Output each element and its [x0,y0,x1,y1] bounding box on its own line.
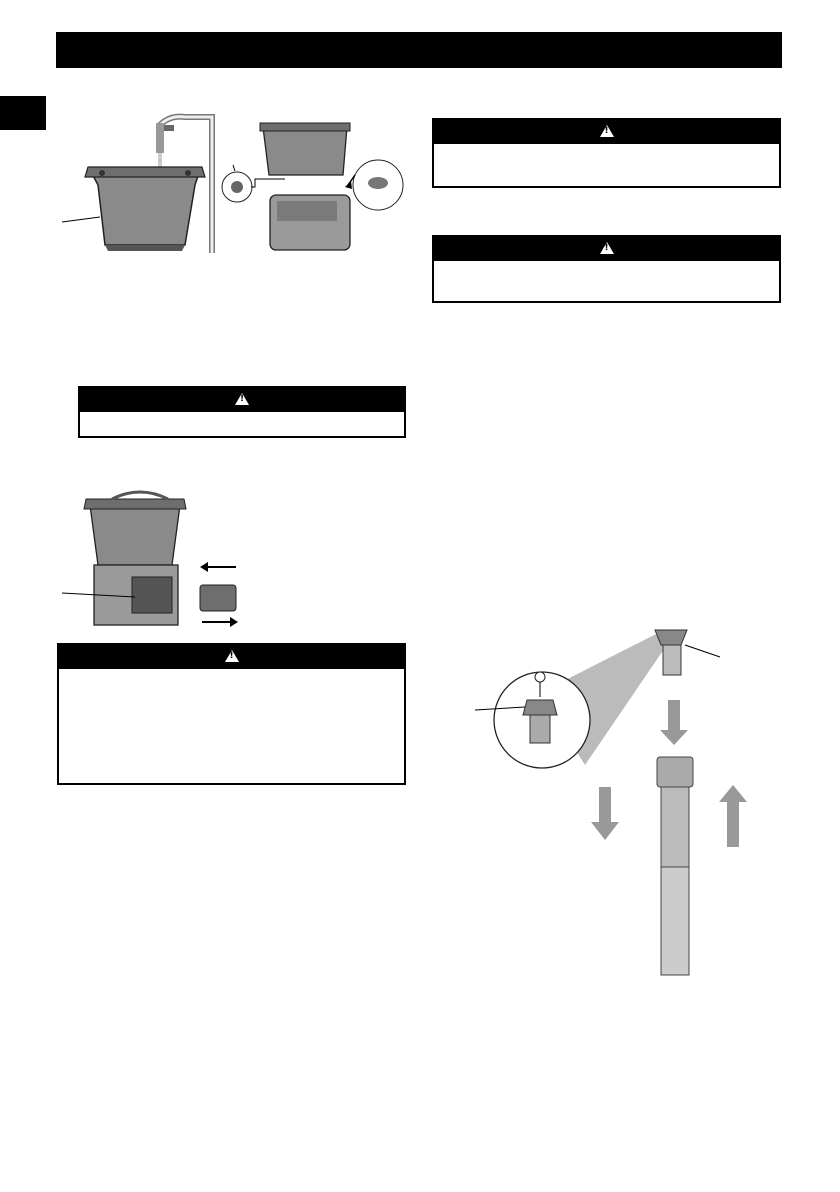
section-header-bar [57,33,781,67]
nozzle-attach-figure [475,625,750,980]
warning-box-4 [57,643,406,785]
warning-header [59,645,404,669]
warning-triangle-icon [600,125,614,137]
language-side-tab [0,96,46,130]
battery-insert-figure [60,485,245,630]
warning-box-2 [432,235,781,303]
warning-box-3 [78,386,406,438]
warning-triangle-icon [235,393,249,405]
bucket-mount-figure [215,115,410,255]
warning-header [434,237,779,261]
warning-body [434,144,779,156]
warning-triangle-icon [225,650,239,662]
warning-body [59,669,404,681]
warning-body [434,261,779,273]
warning-triangle-icon [600,242,614,254]
warning-header [80,388,404,412]
warning-body [80,412,404,424]
warning-box-1 [432,118,781,188]
bucket-fill-figure [60,105,220,255]
warning-header [434,120,779,144]
